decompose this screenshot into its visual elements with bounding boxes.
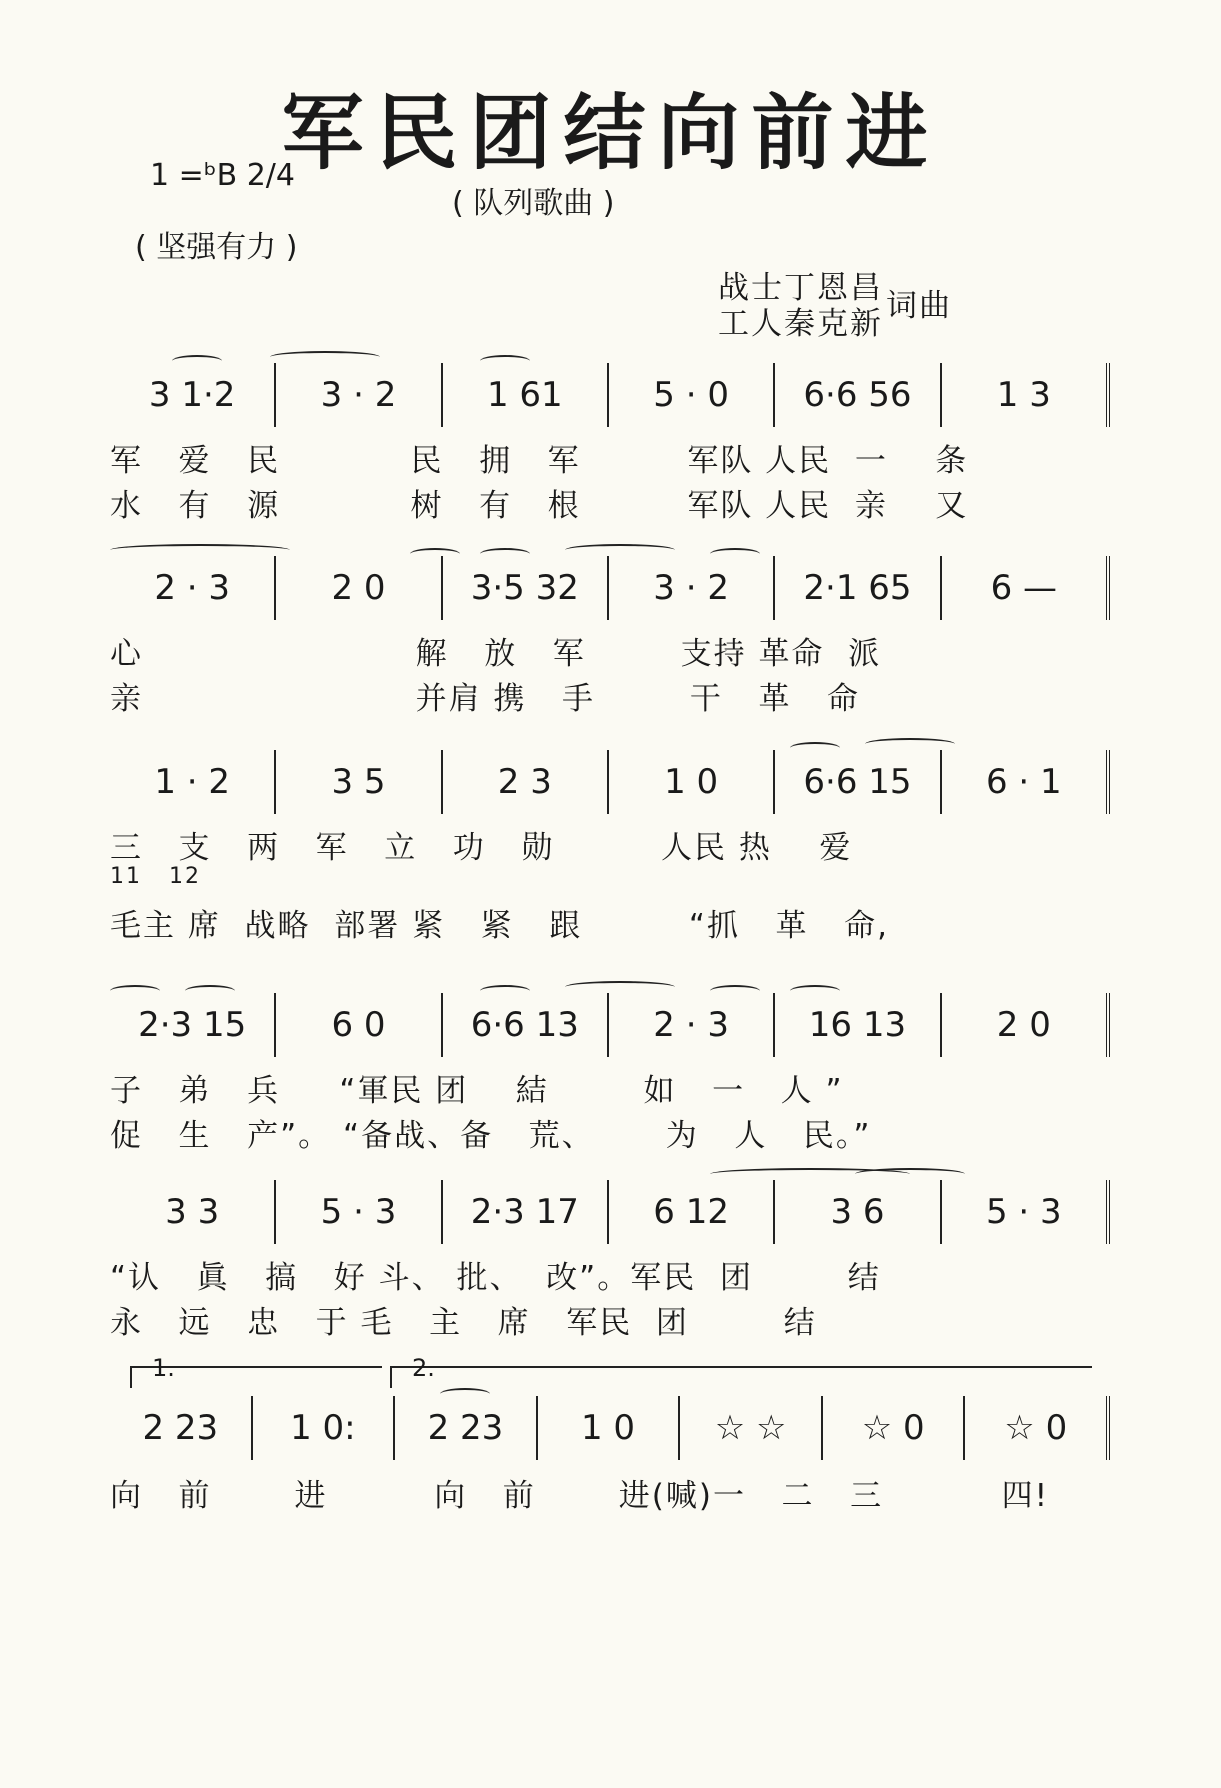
measure: 6 · 1 (942, 750, 1110, 814)
staff-system-5 (110, 1172, 1110, 1362)
measure: 1 0 (609, 750, 775, 814)
measure: 1 3 (942, 363, 1110, 427)
measure: 3 1·2 (110, 363, 276, 427)
credit-line-1: 战士丁恩昌 (718, 270, 883, 306)
staff-system-3 (110, 742, 1110, 944)
measure: 2 0 (276, 556, 442, 620)
staff-system-6 (110, 1354, 1110, 1578)
lyric-line: 军 爱 民 民 拥 军 军队 人民 一 条 (110, 443, 969, 479)
measure: 2 3 (443, 750, 609, 814)
measure: 1 0 (538, 1396, 681, 1460)
lyric-line: 心 解 放 军 支持 革命 派 (110, 636, 882, 672)
lyric-line: 永 远 忠 于 毛 主 席 军民 团 结 (110, 1305, 817, 1341)
measure: ☆ 0 (823, 1396, 966, 1460)
measure: 6·6 15 (775, 750, 941, 814)
measure: 6 12 (609, 1180, 775, 1244)
measure: 2 · 3 (110, 556, 276, 620)
lyric-line: 亲 并肩 携 手 干 革 命 (110, 681, 861, 717)
measure: 6·6 13 (443, 993, 609, 1057)
measure: ☆ ☆ (680, 1396, 823, 1460)
measure: 2·3 17 (443, 1180, 609, 1244)
lyric-line: 向 前 进 向 前 进(喊)一 二 三 四! (110, 1478, 1050, 1514)
measure: 5 · 0 (609, 363, 775, 427)
measure: 2 23 (395, 1396, 538, 1460)
lyric-line: 水 有 源 树 有 根 军队 人民 亲 又 (110, 488, 969, 524)
measure: 3 5 (276, 750, 442, 814)
lyric-line: 促 生 产”。 “备战、备 荒、 为 人 民。” (110, 1118, 872, 1154)
staff-system-1 (110, 355, 1110, 545)
song-title: 军民团结向前进 (281, 86, 940, 181)
footnote-numbers: 11 12 (110, 864, 201, 889)
volta-bracket-1: 1. (130, 1366, 382, 1388)
measure: 3 3 (110, 1180, 276, 1244)
measure: 6 0 (276, 993, 442, 1057)
lyric-line: 三 支 两 军 立 功 勋 人民 热 爱 (110, 830, 853, 866)
measure: 6·6 56 (775, 363, 941, 427)
credit-role: 词曲 (886, 288, 952, 324)
measure: 2·1 65 (775, 556, 941, 620)
song-subtitle: ( 队列歌曲 ) (452, 186, 615, 221)
volta-bracket-2: 2. (390, 1366, 1092, 1388)
tempo-marking: ( 坚强有力 ) (135, 230, 298, 265)
measure: 2 23 (110, 1396, 253, 1460)
measure: 3 6 (775, 1180, 941, 1244)
measure: 2·3 15 (110, 993, 276, 1057)
measure: 16 13 (775, 993, 941, 1057)
lyric-line: 子 弟 兵 “軍民 团 結 如 一 人 ” (110, 1073, 844, 1109)
staff-system-2 (110, 548, 1110, 738)
lyric-line: 毛主 席 战略 部署 紧 紧 跟 “抓 革 命, (110, 908, 889, 944)
measure: 2 · 3 (609, 993, 775, 1057)
measure: 6 — (942, 556, 1110, 620)
measure: 1 · 2 (110, 750, 276, 814)
measure: 5 · 3 (276, 1180, 442, 1244)
measure: 5 · 3 (942, 1180, 1110, 1244)
measure: 2 0 (942, 993, 1110, 1057)
measure: ☆ 0 (965, 1396, 1110, 1460)
staff-system-4 (110, 985, 1110, 1175)
key-time-signature: 1 =ᵇB 2/4 (150, 158, 296, 193)
measure: 1 61 (443, 363, 609, 427)
measure: 1 0: (253, 1396, 396, 1460)
measure: 3 · 2 (276, 363, 442, 427)
measure: 3·5 32 (443, 556, 609, 620)
lyric-line: “认 眞 搞 好 斗、 批、 改”。军民 团 结 (110, 1260, 881, 1296)
credit-line-2: 工人秦克新 (718, 306, 883, 342)
measure: 3 · 2 (609, 556, 775, 620)
